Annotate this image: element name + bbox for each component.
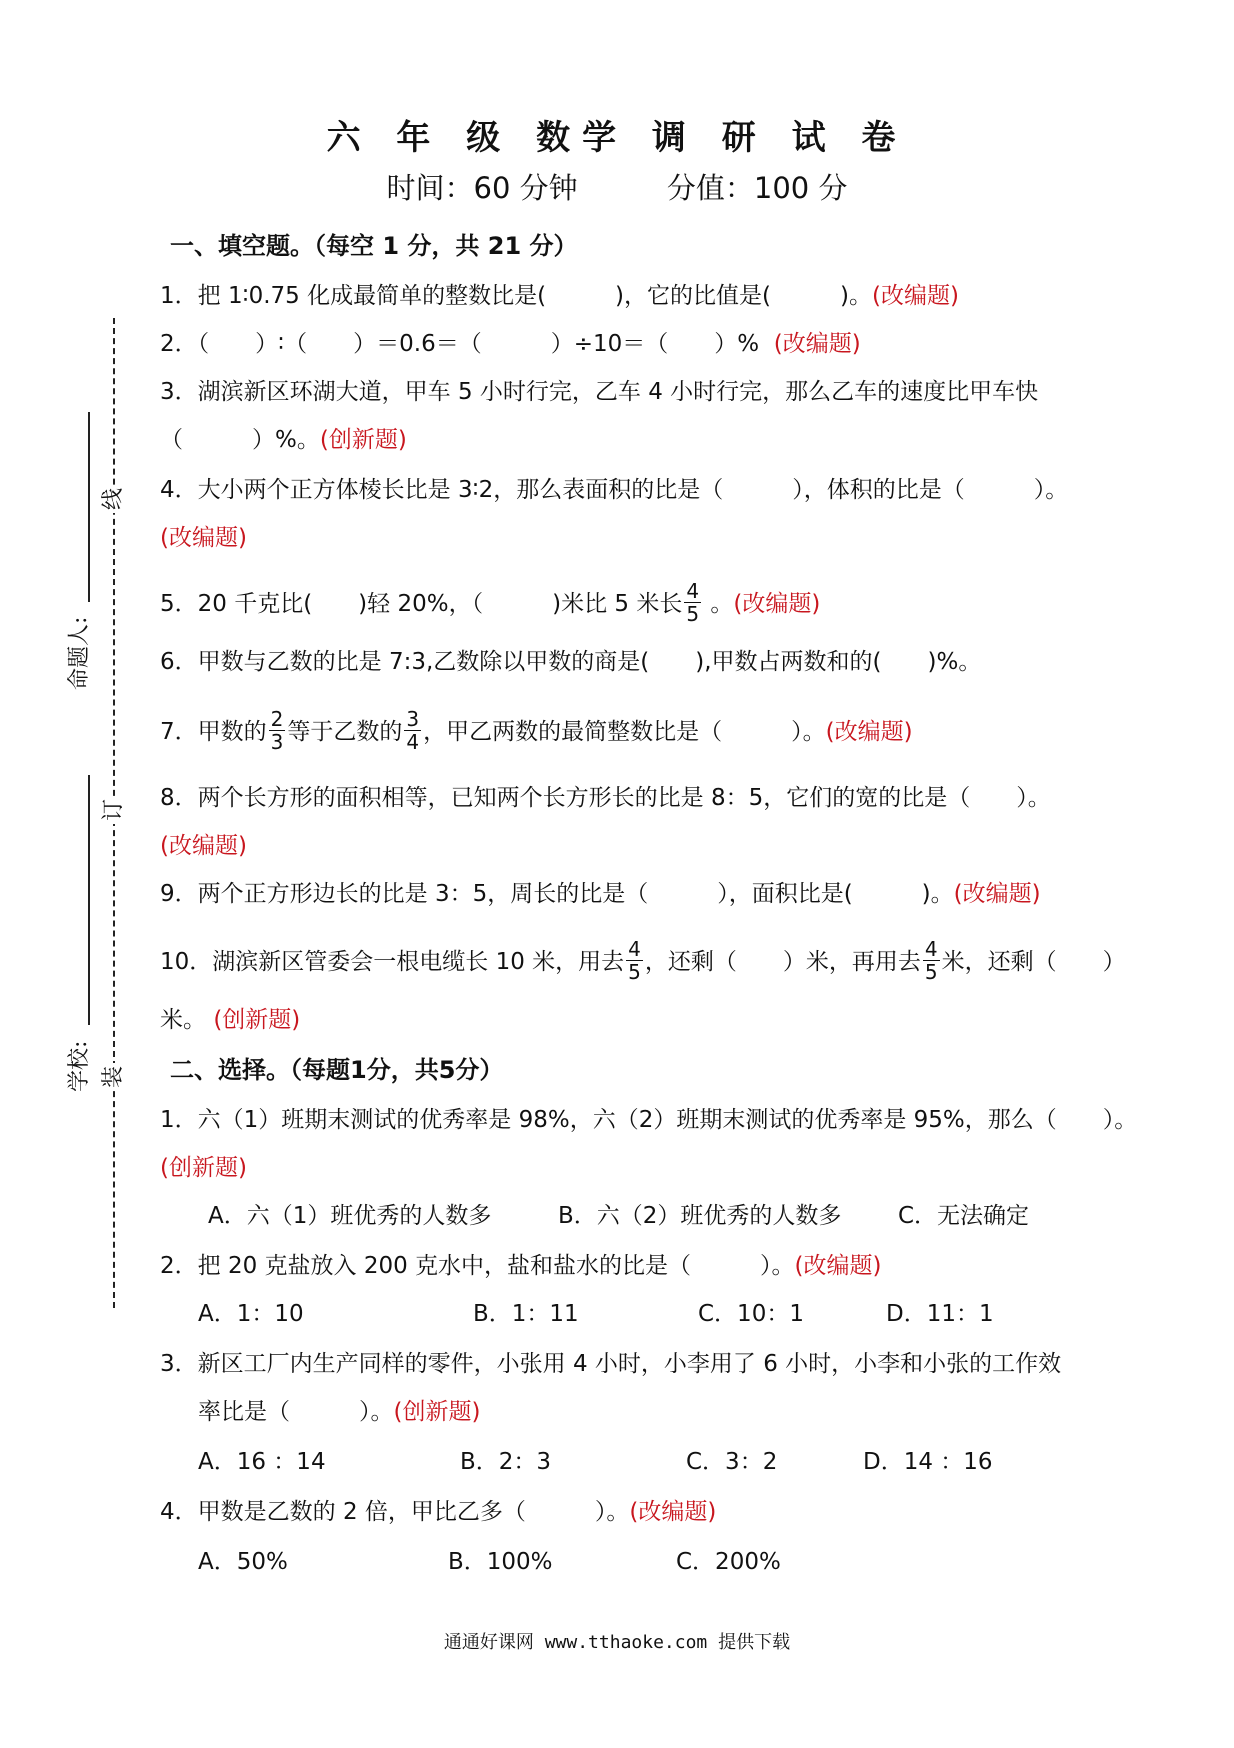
exam-time: 时间：60 分钟: [386, 171, 578, 205]
fraction: $\frac{4}{5}$: [924, 937, 938, 984]
option-d: D．11：1: [886, 1301, 994, 1327]
option-d: D．14 ：16: [863, 1449, 993, 1475]
s1-question-9: 9．两个正方形边长的比是 3：5，周长的比是（ ），面积比是( )。(改编题): [160, 881, 1041, 907]
option-b: B．100%: [448, 1549, 553, 1575]
s1-question-8-line1: 8．两个长方形的面积相等，已知两个长方形长的比是 8：5，它们的宽的比是（ ）。: [160, 785, 1051, 811]
fraction: $\frac{3}{4}$: [406, 707, 420, 754]
option-a: A．1：10: [198, 1301, 304, 1327]
fraction: $\frac{4}{5}$: [686, 579, 700, 626]
question-tag: (改编题): [871, 283, 959, 309]
author-field-line: [88, 412, 90, 602]
question-tag: (创新题): [160, 1155, 247, 1181]
option-b: B．1：11: [473, 1301, 579, 1327]
binding-char-ding: 订: [101, 796, 127, 824]
option-a: A．50%: [198, 1549, 288, 1575]
page-title: 六 年 级 数学 调 研 试 卷: [326, 118, 908, 158]
section2-heading: 二、选择。（每题1分，共5分）: [170, 1056, 504, 1084]
question-tag: (改编题): [629, 1499, 717, 1525]
s1-question-1: 1．把 1∶0.75 化成最简单的整数比是( )，它的比值是( )。(改编题): [160, 283, 959, 309]
question-tag: (创新题): [393, 1399, 481, 1425]
s1-question-10-line2: 米。 (创新题): [160, 1007, 301, 1033]
school-field-line: [88, 775, 90, 1025]
option-a: A．六（1）班优秀的人数多: [208, 1203, 492, 1229]
option-b: B．六（2）班优秀的人数多: [558, 1203, 842, 1229]
fraction: $\frac{2}{3}$: [270, 707, 284, 754]
option-c: C．200%: [676, 1549, 781, 1575]
s1-question-6: 6．甲数与乙数的比是 7:3,乙数除以甲数的商是( ),甲数占两数和的( )%。: [160, 649, 982, 675]
option-b: B．2：3: [460, 1449, 552, 1475]
s2-question-1-line1: 1．六（1）班期末测试的优秀率是 98%，六（2）班期末测试的优秀率是 95%，那么（ ）。: [160, 1107, 1138, 1133]
question-tag: (改编题): [160, 525, 247, 551]
question-tag: (改编题): [733, 591, 821, 617]
s2-question-3-line1: 3．新区工厂内生产同样的零件，小张用 4 小时，小李用了 6 小时，小李和小张的工作效: [160, 1351, 1062, 1377]
s1-question-3-line1: 3．湖滨新区环湖大道，甲车 5 小时行完，乙车 4 小时行完，那么乙车的速度比甲车快: [160, 379, 1039, 405]
option-a: A．16 ：14: [198, 1449, 326, 1475]
author-label: 命题人:: [67, 616, 92, 690]
s2-question-4: 4．甲数是乙数的 2 倍，甲比乙多（ ）。(改编题): [160, 1499, 717, 1525]
school-label: 学校:: [67, 1040, 92, 1092]
s1-question-10-line1: 10．湖滨新区管委会一根电缆长 10 米，用去 $\frac{4}{5}$ ，还剩（ ）米，再用去 $\frac{4}{5}$ 米，还剩（ ）: [160, 937, 1126, 984]
s2-question-2: 2．把 20 克盐放入 200 克水中，盐和盐水的比是（ ）。(改编题): [160, 1253, 882, 1279]
exam-score: 分值：100 分: [666, 171, 848, 205]
question-tag: (创新题): [319, 427, 407, 453]
question-tag: (改编题): [825, 719, 913, 745]
exam-info: [0, 166, 1234, 207]
option-c: C．3：2: [686, 1449, 778, 1475]
section1-heading: 一、填空题。（每空 1 分，共 21 分）: [170, 232, 578, 260]
s2-question-3-line2: 率比是（ ）。(创新题): [198, 1399, 481, 1425]
fraction: $\frac{4}{5}$: [628, 937, 641, 984]
binding-char-zhuang: 装: [101, 1063, 127, 1091]
s1-question-3-line2: （ ）%。(创新题): [160, 427, 407, 453]
binding-char-xian: 线: [101, 485, 127, 513]
option-c: C．无法确定: [898, 1203, 1030, 1229]
s1-question-7: 7．甲数的 $\frac{2}{3}$ 等于乙数的 $\frac{3}{4}$ ，甲乙两数的最简整数比是（ ）。(改编题): [160, 707, 913, 754]
question-tag: (创新题): [213, 1007, 301, 1033]
s1-question-2: 2．（ ）∶（ ）＝0.6＝（ ）÷10＝（ ）% (改编题): [160, 331, 861, 357]
footer-credit: 通通好课网 www.tthaoke.com 提供下载: [443, 1632, 791, 1653]
question-tag: (改编题): [794, 1253, 882, 1279]
question-tag: (改编题): [953, 881, 1041, 907]
option-c: C．10：1: [698, 1301, 804, 1327]
s1-question-5: 5．20 千克比( )轻 20%，（ )米比 5 米长 $\frac{4}{5}$ 。(改编题): [160, 579, 821, 626]
s1-question-4-line1: 4．大小两个正方体棱长比是 3∶2，那么表面积的比是（ ），体积的比是（ ）。: [160, 477, 1069, 503]
question-tag: (改编题): [160, 833, 247, 859]
question-tag: (改编题): [773, 331, 861, 357]
